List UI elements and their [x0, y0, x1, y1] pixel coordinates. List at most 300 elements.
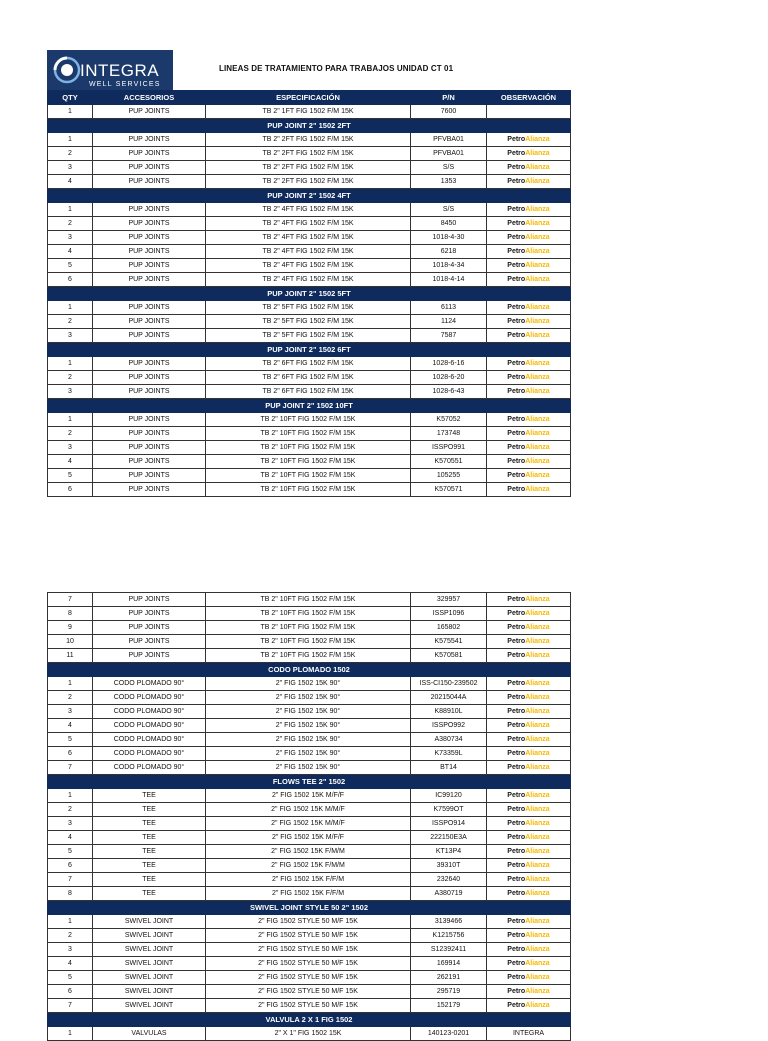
- accesorio-cell: CODO PLOMADO 90°: [93, 705, 206, 719]
- brand-alianza: Alianza: [525, 373, 550, 381]
- table-row: [48, 999, 571, 1013]
- section-header-row: [48, 399, 571, 413]
- accesorio-cell: TEE: [93, 887, 206, 901]
- table-row: [48, 413, 571, 427]
- observacion-cell: [487, 747, 571, 761]
- especificacion-cell: 2" FIG 1502 15K M/F/F: [206, 831, 411, 845]
- pn-cell: 152179: [411, 999, 487, 1013]
- observacion-cell: [487, 427, 571, 441]
- table-row: [48, 301, 571, 315]
- especificacion-cell: TB 2" 4FT FIG 1502 F/M 15K: [206, 273, 411, 287]
- brand-petro: Petro: [507, 959, 526, 967]
- qty-cell: 7: [48, 593, 93, 607]
- section-title: CODO PLOMADO 1502: [48, 663, 571, 677]
- accesorio-cell: PUP JOINTS: [93, 649, 206, 663]
- brand-alianza: Alianza: [525, 163, 550, 171]
- accesorio-cell: PUP JOINTS: [93, 105, 206, 119]
- pn-cell: 105255: [411, 469, 487, 483]
- qty-cell: 6: [48, 273, 93, 287]
- qty-cell: 5: [48, 971, 93, 985]
- pn-cell: K575541: [411, 635, 487, 649]
- accesorio-cell: PUP JOINTS: [93, 217, 206, 231]
- observacion-cell: [487, 943, 571, 957]
- pn-cell: A380719: [411, 887, 487, 901]
- accesorio-cell: CODO PLOMADO 90°: [93, 719, 206, 733]
- qty-cell: 4: [48, 831, 93, 845]
- brand-alianza: Alianza: [525, 135, 550, 143]
- brand-alianza: Alianza: [525, 987, 550, 995]
- brand-petro: Petro: [507, 429, 526, 437]
- observacion-cell: [487, 957, 571, 971]
- qty-cell: 7: [48, 761, 93, 775]
- especificacion-cell: TB 2" 4FT FIG 1502 F/M 15K: [206, 231, 411, 245]
- pn-cell: 1028-6-20: [411, 371, 487, 385]
- pn-cell: ISSPO992: [411, 719, 487, 733]
- brand-petro: Petro: [507, 679, 526, 687]
- brand-petro: Petro: [507, 847, 526, 855]
- table-row: [48, 887, 571, 901]
- pn-cell: K570551: [411, 455, 487, 469]
- observacion-cell: [487, 133, 571, 147]
- brand-petro: Petro: [507, 275, 526, 283]
- accesorio-cell: PUP JOINTS: [93, 413, 206, 427]
- table-row: [48, 175, 571, 189]
- especificacion-cell: 2" X 1" FIG 1502 15K: [206, 1027, 411, 1041]
- qty-cell: 2: [48, 315, 93, 329]
- header-accesorios: ACCESORIOS: [93, 91, 206, 105]
- brand-petro: Petro: [507, 177, 526, 185]
- especificacion-cell: TB 2" 10FT FIG 1502 F/M 15K: [206, 621, 411, 635]
- observacion-cell: [487, 203, 571, 217]
- equipment-table-bottom: [47, 592, 571, 1041]
- qty-cell: 3: [48, 705, 93, 719]
- table-row: [48, 469, 571, 483]
- brand-petro: Petro: [507, 219, 526, 227]
- observacion-cell: [487, 175, 571, 189]
- section-header-row: [48, 189, 571, 203]
- observacion-cell: [487, 147, 571, 161]
- observacion-cell: [487, 413, 571, 427]
- brand-alianza: Alianza: [525, 651, 550, 659]
- table-row: [48, 817, 571, 831]
- qty-cell: 4: [48, 245, 93, 259]
- brand-alianza: Alianza: [525, 931, 550, 939]
- header-especificacion: ESPECIFICACIÓN: [206, 91, 411, 105]
- accesorio-cell: PUP JOINTS: [93, 357, 206, 371]
- pn-cell: IC99120: [411, 789, 487, 803]
- logo-name: INTEGRA: [80, 61, 160, 80]
- accesorio-cell: PUP JOINTS: [93, 469, 206, 483]
- especificacion-cell: TB 2" 2FT FIG 1502 F/M 15K: [206, 161, 411, 175]
- pn-cell: 295719: [411, 985, 487, 999]
- pn-cell: 222150E3A: [411, 831, 487, 845]
- especificacion-cell: TB 2" 10FT FIG 1502 F/M 15K: [206, 607, 411, 621]
- especificacion-cell: TB 2" 4FT FIG 1502 F/M 15K: [206, 245, 411, 259]
- qty-cell: 1: [48, 301, 93, 315]
- qty-cell: 6: [48, 747, 93, 761]
- accesorio-cell: PUP JOINTS: [93, 231, 206, 245]
- pn-cell: 6113: [411, 301, 487, 315]
- qty-cell: 5: [48, 469, 93, 483]
- observacion-cell: [487, 245, 571, 259]
- observacion-cell: INTEGRA: [487, 1027, 571, 1041]
- brand-petro: Petro: [507, 917, 526, 925]
- brand-petro: Petro: [507, 457, 526, 465]
- qty-cell: 5: [48, 733, 93, 747]
- observacion-cell: [487, 733, 571, 747]
- table-row: [48, 929, 571, 943]
- pn-cell: 329957: [411, 593, 487, 607]
- brand-petro: Petro: [507, 707, 526, 715]
- brand-alianza: Alianza: [525, 1001, 550, 1009]
- table-row: [48, 427, 571, 441]
- accesorio-cell: PUP JOINTS: [93, 133, 206, 147]
- observacion-cell: [487, 789, 571, 803]
- especificacion-cell: TB 2" 6FT FIG 1502 F/M 15K: [206, 385, 411, 399]
- observacion-cell: [487, 483, 571, 497]
- section-title: PUP JOINT 2" 1502 5FT: [48, 287, 571, 301]
- brand-alianza: Alianza: [525, 429, 550, 437]
- brand-petro: Petro: [507, 485, 526, 493]
- section-title: FLOWS TEE 2" 1502: [48, 775, 571, 789]
- pn-cell: K88910L: [411, 705, 487, 719]
- observacion-cell: [487, 455, 571, 469]
- observacion-cell: [487, 705, 571, 719]
- brand-alianza: Alianza: [525, 679, 550, 687]
- observacion-cell: [487, 761, 571, 775]
- brand-petro: Petro: [507, 163, 526, 171]
- table-row: [48, 161, 571, 175]
- brand-petro: Petro: [507, 931, 526, 939]
- pn-cell: 6218: [411, 245, 487, 259]
- accesorio-cell: TEE: [93, 831, 206, 845]
- brand-petro: Petro: [507, 763, 526, 771]
- observacion-cell: [487, 315, 571, 329]
- qty-cell: 2: [48, 371, 93, 385]
- brand-alianza: Alianza: [525, 623, 550, 631]
- especificacion-cell: TB 2" 5FT FIG 1502 F/M 15K: [206, 315, 411, 329]
- qty-cell: 6: [48, 483, 93, 497]
- table-row: [48, 831, 571, 845]
- especificacion-cell: 2" FIG 1502 15K F/M/M: [206, 845, 411, 859]
- observacion-cell: [487, 105, 571, 119]
- qty-cell: 3: [48, 943, 93, 957]
- observacion-cell: [487, 999, 571, 1013]
- especificacion-cell: TB 2" 5FT FIG 1502 F/M 15K: [206, 329, 411, 343]
- brand-alianza: Alianza: [525, 861, 550, 869]
- accesorio-cell: PUP JOINTS: [93, 635, 206, 649]
- equipment-table-top: [47, 90, 571, 497]
- table-row: [48, 273, 571, 287]
- pn-cell: 1018-4-30: [411, 231, 487, 245]
- brand-alianza: Alianza: [525, 261, 550, 269]
- pn-cell: K1215756: [411, 929, 487, 943]
- table-row: [48, 761, 571, 775]
- brand-petro: Petro: [507, 247, 526, 255]
- brand-petro: Petro: [507, 637, 526, 645]
- brand-alianza: Alianza: [525, 637, 550, 645]
- brand-alianza: Alianza: [525, 959, 550, 967]
- especificacion-cell: 2" FIG 1502 STYLE 50 M/F 15K: [206, 957, 411, 971]
- accesorio-cell: PUP JOINTS: [93, 203, 206, 217]
- section-title: PUP JOINT 2" 1502 10FT: [48, 399, 571, 413]
- observacion-cell: [487, 971, 571, 985]
- table-row: [48, 357, 571, 371]
- observacion-cell: [487, 607, 571, 621]
- brand-petro: Petro: [507, 595, 526, 603]
- header-pn: P/N: [411, 91, 487, 105]
- accesorio-cell: SWIVEL JOINT: [93, 999, 206, 1013]
- accesorio-cell: PUP JOINTS: [93, 175, 206, 189]
- accesorio-cell: PUP JOINTS: [93, 455, 206, 469]
- table-row: [48, 133, 571, 147]
- brand-petro: Petro: [507, 331, 526, 339]
- accesorio-cell: PUP JOINTS: [93, 607, 206, 621]
- qty-cell: 1: [48, 413, 93, 427]
- qty-cell: 1: [48, 677, 93, 691]
- observacion-cell: [487, 929, 571, 943]
- especificacion-cell: TB 2" 5FT FIG 1502 F/M 15K: [206, 301, 411, 315]
- brand-petro: Petro: [507, 471, 526, 479]
- section-header-row: [48, 663, 571, 677]
- company-logo: [47, 50, 173, 91]
- brand-alianza: Alianza: [525, 595, 550, 603]
- brand-alianza: Alianza: [525, 763, 550, 771]
- table-row: [48, 789, 571, 803]
- qty-cell: 1: [48, 357, 93, 371]
- pn-cell: PFVBA01: [411, 147, 487, 161]
- table-row: [48, 803, 571, 817]
- table-row: [48, 607, 571, 621]
- qty-cell: 4: [48, 957, 93, 971]
- table-row: [48, 455, 571, 469]
- brand-petro: Petro: [507, 861, 526, 869]
- qty-cell: 2: [48, 929, 93, 943]
- brand-petro: Petro: [507, 749, 526, 757]
- pn-cell: S/S: [411, 161, 487, 175]
- accesorio-cell: TEE: [93, 817, 206, 831]
- table-row: [48, 483, 571, 497]
- observacion-cell: [487, 441, 571, 455]
- pn-cell: 8450: [411, 217, 487, 231]
- pn-cell: 7587: [411, 329, 487, 343]
- observacion-cell: [487, 677, 571, 691]
- table-row: [48, 845, 571, 859]
- qty-cell: 2: [48, 803, 93, 817]
- brand-alianza: Alianza: [525, 387, 550, 395]
- section-header-row: [48, 119, 571, 133]
- observacion-cell: [487, 385, 571, 399]
- brand-alianza: Alianza: [525, 609, 550, 617]
- observacion-cell: [487, 817, 571, 831]
- table-header-row: [48, 91, 571, 105]
- especificacion-cell: TB 2" 2FT FIG 1502 F/M 15K: [206, 147, 411, 161]
- accesorio-cell: CODO PLOMADO 90°: [93, 761, 206, 775]
- brand-alianza: Alianza: [525, 749, 550, 757]
- accesorio-cell: PUP JOINTS: [93, 147, 206, 161]
- qty-cell: 5: [48, 259, 93, 273]
- accesorio-cell: PUP JOINTS: [93, 329, 206, 343]
- accesorio-cell: SWIVEL JOINT: [93, 985, 206, 999]
- qty-cell: 2: [48, 427, 93, 441]
- observacion-cell: [487, 273, 571, 287]
- observacion-cell: [487, 329, 571, 343]
- pn-cell: 1353: [411, 175, 487, 189]
- table-row: [48, 105, 571, 119]
- qty-cell: 10: [48, 635, 93, 649]
- pn-cell: K7599OT: [411, 803, 487, 817]
- brand-petro: Petro: [507, 693, 526, 701]
- especificacion-cell: TB 2" 4FT FIG 1502 F/M 15K: [206, 259, 411, 273]
- brand-petro: Petro: [507, 387, 526, 395]
- pn-cell: 20215044A: [411, 691, 487, 705]
- pn-cell: ISSPO991: [411, 441, 487, 455]
- observacion-cell: [487, 161, 571, 175]
- brand-petro: Petro: [507, 373, 526, 381]
- pn-cell: 173748: [411, 427, 487, 441]
- brand-petro: Petro: [507, 149, 526, 157]
- brand-petro: Petro: [507, 791, 526, 799]
- accesorio-cell: CODO PLOMADO 90°: [93, 747, 206, 761]
- brand-alianza: Alianza: [525, 805, 550, 813]
- qty-cell: 3: [48, 161, 93, 175]
- brand-alianza: Alianza: [525, 833, 550, 841]
- qty-cell: 3: [48, 385, 93, 399]
- especificacion-cell: TB 2" 10FT FIG 1502 F/M 15K: [206, 441, 411, 455]
- pn-cell: 1028-6-16: [411, 357, 487, 371]
- pn-cell: BT14: [411, 761, 487, 775]
- accesorio-cell: PUP JOINTS: [93, 273, 206, 287]
- qty-cell: 3: [48, 817, 93, 831]
- section-header-row: [48, 287, 571, 301]
- brand-alianza: Alianza: [525, 359, 550, 367]
- observacion-cell: [487, 803, 571, 817]
- accesorio-cell: PUP JOINTS: [93, 593, 206, 607]
- brand-petro: Petro: [507, 651, 526, 659]
- brand-alianza: Alianza: [525, 819, 550, 827]
- pn-cell: K57052: [411, 413, 487, 427]
- table-row: [48, 329, 571, 343]
- qty-cell: 8: [48, 887, 93, 901]
- table-row: [48, 245, 571, 259]
- especificacion-cell: TB 2" 10FT FIG 1502 F/M 15K: [206, 413, 411, 427]
- observacion-cell: [487, 845, 571, 859]
- table-row: [48, 621, 571, 635]
- pn-cell: S12392411: [411, 943, 487, 957]
- accesorio-cell: TEE: [93, 873, 206, 887]
- pn-cell: 140123-0201: [411, 1027, 487, 1041]
- brand-alianza: Alianza: [525, 917, 550, 925]
- observacion-cell: [487, 719, 571, 733]
- pn-cell: 3139466: [411, 915, 487, 929]
- accesorio-cell: SWIVEL JOINT: [93, 943, 206, 957]
- especificacion-cell: TB 2" 4FT FIG 1502 F/M 15K: [206, 217, 411, 231]
- accesorio-cell: PUP JOINTS: [93, 301, 206, 315]
- especificacion-cell: 2" FIG 1502 STYLE 50 M/F 15K: [206, 915, 411, 929]
- section-header-row: [48, 343, 571, 357]
- accesorio-cell: PUP JOINTS: [93, 483, 206, 497]
- section-title: VALVULA 2 X 1 FIG 1502: [48, 1013, 571, 1027]
- table-row: [48, 593, 571, 607]
- qty-cell: 3: [48, 231, 93, 245]
- brand-petro: Petro: [507, 415, 526, 423]
- pn-cell: KT13P4: [411, 845, 487, 859]
- table-row: [48, 649, 571, 663]
- brand-alianza: Alianza: [525, 693, 550, 701]
- brand-petro: Petro: [507, 623, 526, 631]
- observacion-cell: [487, 357, 571, 371]
- brand-petro: Petro: [507, 303, 526, 311]
- especificacion-cell: 2" FIG 1502 15K 90°: [206, 747, 411, 761]
- pn-cell: 262191: [411, 971, 487, 985]
- brand-alianza: Alianza: [525, 443, 550, 451]
- table-row: [48, 677, 571, 691]
- especificacion-cell: 2" FIG 1502 15K M/F/F: [206, 789, 411, 803]
- especificacion-cell: 2" FIG 1502 15K 90°: [206, 691, 411, 705]
- observacion-cell: [487, 301, 571, 315]
- pn-cell: 169914: [411, 957, 487, 971]
- observacion-cell: [487, 371, 571, 385]
- especificacion-cell: 2" FIG 1502 STYLE 50 M/F 15K: [206, 929, 411, 943]
- accesorio-cell: PUP JOINTS: [93, 441, 206, 455]
- pn-cell: 232640: [411, 873, 487, 887]
- table-row: [48, 259, 571, 273]
- especificacion-cell: TB 2" 10FT FIG 1502 F/M 15K: [206, 593, 411, 607]
- pn-cell: 1124: [411, 315, 487, 329]
- especificacion-cell: TB 2" 2FT FIG 1502 F/M 15K: [206, 133, 411, 147]
- section-header-row: [48, 1013, 571, 1027]
- observacion-cell: [487, 873, 571, 887]
- especificacion-cell: TB 2" 10FT FIG 1502 F/M 15K: [206, 649, 411, 663]
- especificacion-cell: 2" FIG 1502 15K 90°: [206, 677, 411, 691]
- accesorio-cell: PUP JOINTS: [93, 621, 206, 635]
- especificacion-cell: TB 2" 10FT FIG 1502 F/M 15K: [206, 427, 411, 441]
- especificacion-cell: TB 2" 6FT FIG 1502 F/M 15K: [206, 371, 411, 385]
- accesorio-cell: SWIVEL JOINT: [93, 929, 206, 943]
- especificacion-cell: 2" FIG 1502 15K M/M/F: [206, 803, 411, 817]
- pn-cell: K570581: [411, 649, 487, 663]
- table-row: [48, 873, 571, 887]
- especificacion-cell: 2" FIG 1502 15K F/M/M: [206, 859, 411, 873]
- qty-cell: 6: [48, 985, 93, 999]
- especificacion-cell: TB 2" 1FT FIG 1502 F/M 15K: [206, 105, 411, 119]
- especificacion-cell: 2" FIG 1502 15K M/M/F: [206, 817, 411, 831]
- pn-cell: 1018-4-14: [411, 273, 487, 287]
- brand-petro: Petro: [507, 609, 526, 617]
- logo-subtitle: WELL SERVICES: [89, 81, 161, 88]
- especificacion-cell: TB 2" 10FT FIG 1502 F/M 15K: [206, 483, 411, 497]
- table-row: [48, 943, 571, 957]
- especificacion-cell: 2" FIG 1502 15K 90°: [206, 719, 411, 733]
- accesorio-cell: CODO PLOMADO 90°: [93, 733, 206, 747]
- section-header-row: [48, 901, 571, 915]
- brand-alianza: Alianza: [525, 205, 550, 213]
- accesorio-cell: PUP JOINTS: [93, 161, 206, 175]
- pn-cell: 1018-4-34: [411, 259, 487, 273]
- table-row: [48, 691, 571, 705]
- qty-cell: 1: [48, 105, 93, 119]
- brand-petro: Petro: [507, 443, 526, 451]
- table-row: [48, 441, 571, 455]
- especificacion-cell: TB 2" 10FT FIG 1502 F/M 15K: [206, 635, 411, 649]
- table-row: [48, 203, 571, 217]
- observacion-cell: [487, 469, 571, 483]
- table-row: [48, 1027, 571, 1041]
- accesorio-cell: CODO PLOMADO 90°: [93, 677, 206, 691]
- brand-petro: Petro: [507, 735, 526, 743]
- especificacion-cell: 2" FIG 1502 15K 90°: [206, 733, 411, 747]
- especificacion-cell: TB 2" 4FT FIG 1502 F/M 15K: [206, 203, 411, 217]
